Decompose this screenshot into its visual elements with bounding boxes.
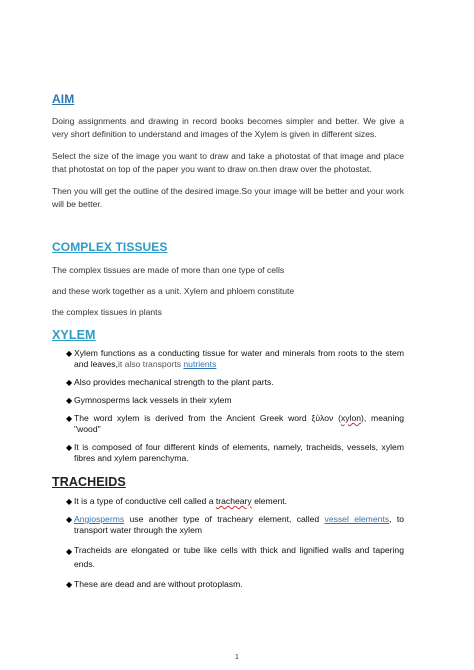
xylem-heading: XYLEM [52, 328, 96, 342]
aim-paragraph-2: Select the size of the image you want to draw and take a photostat of that image and place that photostat on top of the paper you want to draw on.then draw over the photostat. [52, 151, 404, 174]
tracheids-item-1-text-a: It is a type of conductive cell called a [74, 496, 216, 506]
list-item [52, 579, 404, 590]
diamond-bullet-icon: ◆ [66, 443, 73, 452]
xylem-item-3-text: Gymnosperms lack vessels in their xylem [74, 395, 232, 405]
diamond-bullet-icon: ◆ [66, 580, 73, 589]
xylem-item-4-text-e: ), meaning "wood" [74, 413, 405, 434]
tracheids-item-2-text-d: , to transport water through the xylem [74, 514, 404, 535]
diamond-bullet-icon: ◆ [66, 349, 73, 358]
list-item [52, 377, 404, 388]
diamond-bullet-icon: ◆ [66, 515, 73, 524]
xylem-item-1-text-b: it also transports [117, 359, 184, 369]
aim-heading: AIM [52, 92, 75, 106]
angiosperms-link[interactable]: Angiosperms [74, 514, 125, 524]
document-body [52, 92, 404, 590]
list-item [52, 395, 404, 406]
tracheids-item-4-text: These are dead and are without protoplasm. [74, 579, 243, 589]
xylem-item-2-text: Also provides mechanical strength to the plant parts. [74, 377, 274, 387]
tracheary-word: tracheary [215, 496, 252, 506]
greek-word: ξύλον [311, 413, 334, 423]
tracheids-bullet-list [52, 496, 404, 590]
aim-paragraph-1: Doing assignments and drawing in record books becomes simpler and better. We give a very short definition to understand and images of the Xylem is given in different sizes. [52, 116, 404, 139]
vessel-elements-link[interactable]: vessel elements [324, 514, 390, 524]
complex-line-1: The complex tissues are made of more than one type of cells [52, 265, 285, 275]
page-number: 1 [235, 654, 239, 661]
complex-line-3: the complex tissues in plants [52, 307, 162, 317]
list-item [52, 543, 404, 571]
diamond-bullet-icon: ◆ [66, 396, 73, 405]
aim-paragraph-3: Then you will get the outline of the desired image.So your image will be better and your work will be better. [52, 186, 404, 209]
diamond-bullet-icon: ◆ [66, 497, 73, 506]
xylem-item-4-text-c: ( [333, 413, 341, 423]
diamond-bullet-icon: ◆ [66, 378, 73, 387]
diamond-bullet-icon: ◆ [66, 414, 73, 423]
tracheids-heading: TRACHEIDS [52, 475, 126, 489]
tracheids-item-3-text: Tracheids are elongated or tube like cells with thick and lignified walls and tapering ends. [74, 545, 404, 569]
tracheids-item-2-text-b: use another type of tracheary element, called [124, 514, 325, 524]
list-item [52, 514, 404, 536]
xylem-bullet-list [52, 348, 404, 464]
list-item [52, 496, 404, 507]
xylem-item-5-text: It is composed of four different kinds of elements, namely, tracheids, vessels, xylem fibres and xylem parenchyma. [74, 442, 404, 463]
complex-tissues-heading: COMPLEX TISSUES [52, 240, 168, 254]
list-item [52, 442, 404, 464]
tracheids-item-1-text-c: element. [251, 496, 288, 506]
list-item [52, 413, 404, 435]
xylon-word: xylon [340, 413, 361, 423]
diamond-bullet-icon: ◆ [66, 547, 73, 556]
xylem-item-1-text: Xylem functions as a conducting tissue for water and minerals from roots to the stem and leaves, [74, 348, 404, 369]
nutrients-link[interactable]: nutrients [183, 359, 217, 369]
complex-line-2: and these work together as a unit. Xylem and phloem constitute [52, 286, 295, 296]
xylem-item-4-text-a: The word xylem is derived from the Ancient Greek word [74, 413, 312, 423]
list-item [52, 348, 404, 370]
